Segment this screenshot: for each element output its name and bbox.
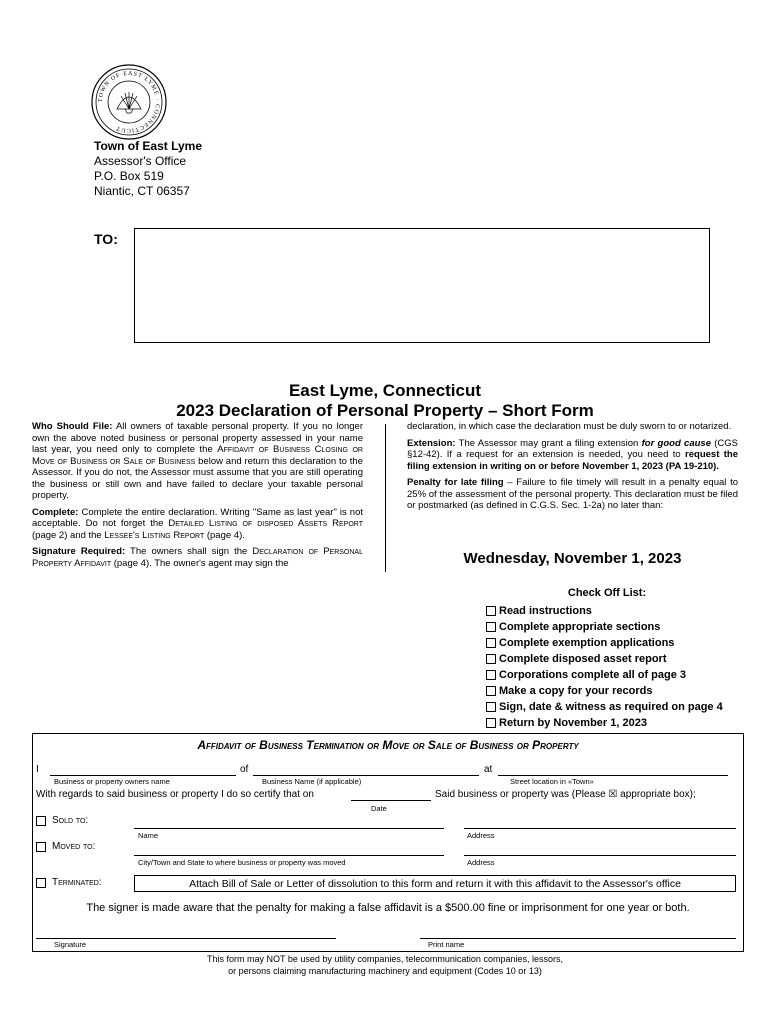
checklist — [486, 603, 723, 731]
checkbox[interactable] — [486, 606, 496, 616]
disposed-assets-reference: Detailed Listing of disposed Assets Report — [168, 518, 364, 529]
for-good-cause: for good cause — [641, 437, 711, 449]
signature-field[interactable] — [36, 938, 336, 939]
certify-text: With regards to said business or property I do so certify that on — [36, 789, 314, 800]
owner-name-caption: Business or property owners name — [54, 777, 170, 786]
form-title-location: East Lyme, Connecticut — [288, 381, 482, 400]
who-should-file-paragraph — [32, 421, 363, 502]
town-seal-logo — [90, 63, 168, 141]
return-address — [94, 139, 202, 199]
late-filing-label: Penalty for late filing — [407, 477, 504, 488]
po-box: P.O. Box 519 — [94, 169, 164, 183]
form-title: 2023 Declaration of Personal Property – Short Form — [176, 401, 594, 420]
affidavit-title: Affidavit of Business Termination or Move or Sale of Business or Property — [197, 738, 579, 752]
business-name-caption: Business Name (if applicable) — [262, 777, 362, 786]
sold-to-address-field[interactable] — [464, 828, 736, 829]
affidavit-of: of — [240, 764, 249, 775]
checkbox[interactable] — [486, 718, 496, 728]
lessee-report-reference: Lessee's Listing Report — [104, 529, 205, 541]
terminated-checkbox[interactable] — [36, 878, 46, 888]
extension-request-deadline: request the filing extension in writing on or before November 1, 2023 (PA 19-210). — [407, 449, 738, 472]
said-was-label: Said business or property was (Please — [435, 789, 606, 800]
signature-required-label: Signature Required: — [32, 546, 126, 557]
sold-to-option[interactable] — [36, 815, 88, 826]
business-name-field[interactable] — [253, 775, 479, 776]
city-caption: City/Town and State to where business or property was moved — [138, 858, 346, 867]
checklist-item[interactable] — [486, 651, 723, 667]
address-caption-2: Address — [467, 858, 495, 867]
complete-text-b: (page 2) and the — [32, 529, 105, 541]
declaration-affidavit-reference: Declaration of Personal Property Affidavit — [32, 546, 363, 569]
sig-text-a: The owners shall sign the — [125, 546, 253, 557]
checkbox[interactable] — [486, 622, 496, 632]
checklist-label: Return by November 1, 2023 — [499, 717, 647, 729]
terminated-option[interactable] — [36, 877, 102, 888]
affidavit-section — [32, 733, 744, 952]
print-name-field[interactable] — [420, 938, 736, 939]
filing-deadline: Wednesday, November 1, 2023 — [463, 550, 682, 567]
who-text-a: All owners of taxable personal property. If you no longer own the above noted business or personal property assessed in your name last year, you need only to complete the — [32, 421, 363, 455]
affidavit-at: at — [484, 764, 493, 775]
late-filing-paragraph — [407, 477, 738, 512]
checklist-label: Complete appropriate sections — [499, 621, 661, 633]
appropriate-box-label: appropriate box); — [620, 789, 696, 800]
footer-note — [0, 953, 770, 977]
city-state-zip: Niantic, CT 06357 — [94, 184, 190, 198]
sold-to-checkbox[interactable] — [36, 816, 46, 826]
checklist-label: Sign, date & witness as required on page 4 — [499, 701, 723, 713]
checklist-label: Make a copy for your records — [499, 685, 653, 697]
checklist-title: Check Off List: — [567, 587, 647, 599]
instructions-left-column — [32, 421, 363, 574]
address-caption: Address — [467, 831, 495, 840]
said-was-text — [435, 789, 696, 800]
signature-required-paragraph — [32, 546, 363, 569]
terminated-label: Terminated: — [52, 877, 102, 888]
checklist-label: Complete exemption applications — [499, 637, 675, 649]
checklist-item[interactable] — [486, 619, 723, 635]
false-affidavit-penalty: The signer is made aware that the penalty for making a false affidavit is a $500.00 fine or imprisonment for one year or both. — [86, 902, 690, 914]
ext-text-b: (CGS §12-42). If a request for an extension is needed, you need to — [407, 437, 739, 460]
name-caption: Name — [138, 831, 159, 840]
who-text-b: below and return this declaration to the Assessor. If you do not, the Assessor must assume that you are still operating the business or still own and have failed to declare your taxable personal property. — [32, 455, 363, 501]
complete-text-a: Complete the entire declaration. Writing "Same as last year" is not acceptable. Do not forget the — [32, 506, 363, 529]
to-label: TO: — [94, 231, 118, 247]
attach-instructions-box: Attach Bill of Sale or Letter of dissolution to this form and return it with this affidavit to the Assessor's office — [134, 875, 736, 892]
checkbox[interactable] — [486, 670, 496, 680]
checklist-label: Corporations complete all of page 3 — [499, 669, 687, 681]
checkbox[interactable] — [486, 702, 496, 712]
moved-to-address-field[interactable] — [464, 855, 736, 856]
recipient-address-box[interactable] — [134, 228, 710, 343]
owner-name-field[interactable] — [50, 775, 236, 776]
checklist-item[interactable] — [486, 699, 723, 715]
checklist-item[interactable] — [486, 683, 723, 699]
moved-to-option[interactable] — [36, 841, 95, 852]
instructions-right-column — [407, 421, 738, 517]
column-divider — [385, 424, 386, 572]
affidavit-i: I — [36, 764, 39, 775]
print-name-caption: Print name — [428, 940, 465, 949]
street-location-field[interactable] — [498, 775, 728, 776]
checkbox[interactable] — [486, 638, 496, 648]
who-should-file-label: Who Should File: — [32, 421, 113, 432]
footer-line-1: This form may NOT be used by utility companies, telecommunication companies, lessors, — [207, 954, 563, 964]
checkbox[interactable] — [486, 686, 496, 696]
complete-label: Complete: — [32, 506, 79, 518]
checklist-item[interactable] — [486, 715, 723, 731]
complete-text-c: (page 4). — [204, 529, 245, 541]
seal-text: TOWN OF EAST LYME · CONNECTICUT — [97, 70, 161, 134]
checked-box-icon: ☒ — [608, 789, 618, 800]
continued-paragraph: declaration, in which case the declaration must be duly sworn to or notarized. — [407, 421, 732, 432]
ext-text-a: The Assessor may grant a filing extension — [455, 437, 642, 449]
sig-text-b: (page 4). The owner's agent may sign the — [111, 557, 289, 569]
extension-label: Extension: — [407, 437, 456, 449]
late-filing-text: – Failure to file timely will result in a penalty equal to 25% of the assessment of the personal property. This declaration must be filed or postmarked (as defined in C.G.S. Sec. 1-2a) no later than: — [407, 477, 738, 511]
checklist-label: Complete disposed asset report — [499, 653, 667, 665]
extension-paragraph — [407, 438, 738, 473]
office-name: Assessor's Office — [94, 154, 187, 168]
sold-to-label: Sold to: — [52, 815, 89, 826]
date-field[interactable] — [351, 800, 431, 801]
street-location-caption: Street location in «Town» — [510, 777, 594, 786]
checklist-item[interactable] — [486, 603, 723, 619]
date-caption: Date — [371, 804, 387, 813]
checklist-item[interactable] — [486, 635, 723, 651]
footer-line-2: or persons claiming manufacturing machinery and equipment (Codes 10 or 13) — [228, 966, 542, 976]
checklist-item[interactable] — [486, 667, 723, 683]
town-name: Town of East Lyme — [94, 139, 203, 153]
signature-caption: Signature — [54, 940, 87, 949]
moved-to-checkbox[interactable] — [36, 842, 46, 852]
moved-to-city-field[interactable] — [134, 855, 444, 856]
sold-to-name-field[interactable] — [134, 828, 444, 829]
complete-paragraph — [32, 507, 363, 542]
checkbox[interactable] — [486, 654, 496, 664]
affidavit-reference: Affidavit of Business Closing or Move of Business or Sale of Business — [32, 444, 363, 467]
moved-to-label: Moved to: — [52, 841, 96, 852]
checklist-label: Read instructions — [499, 605, 592, 617]
